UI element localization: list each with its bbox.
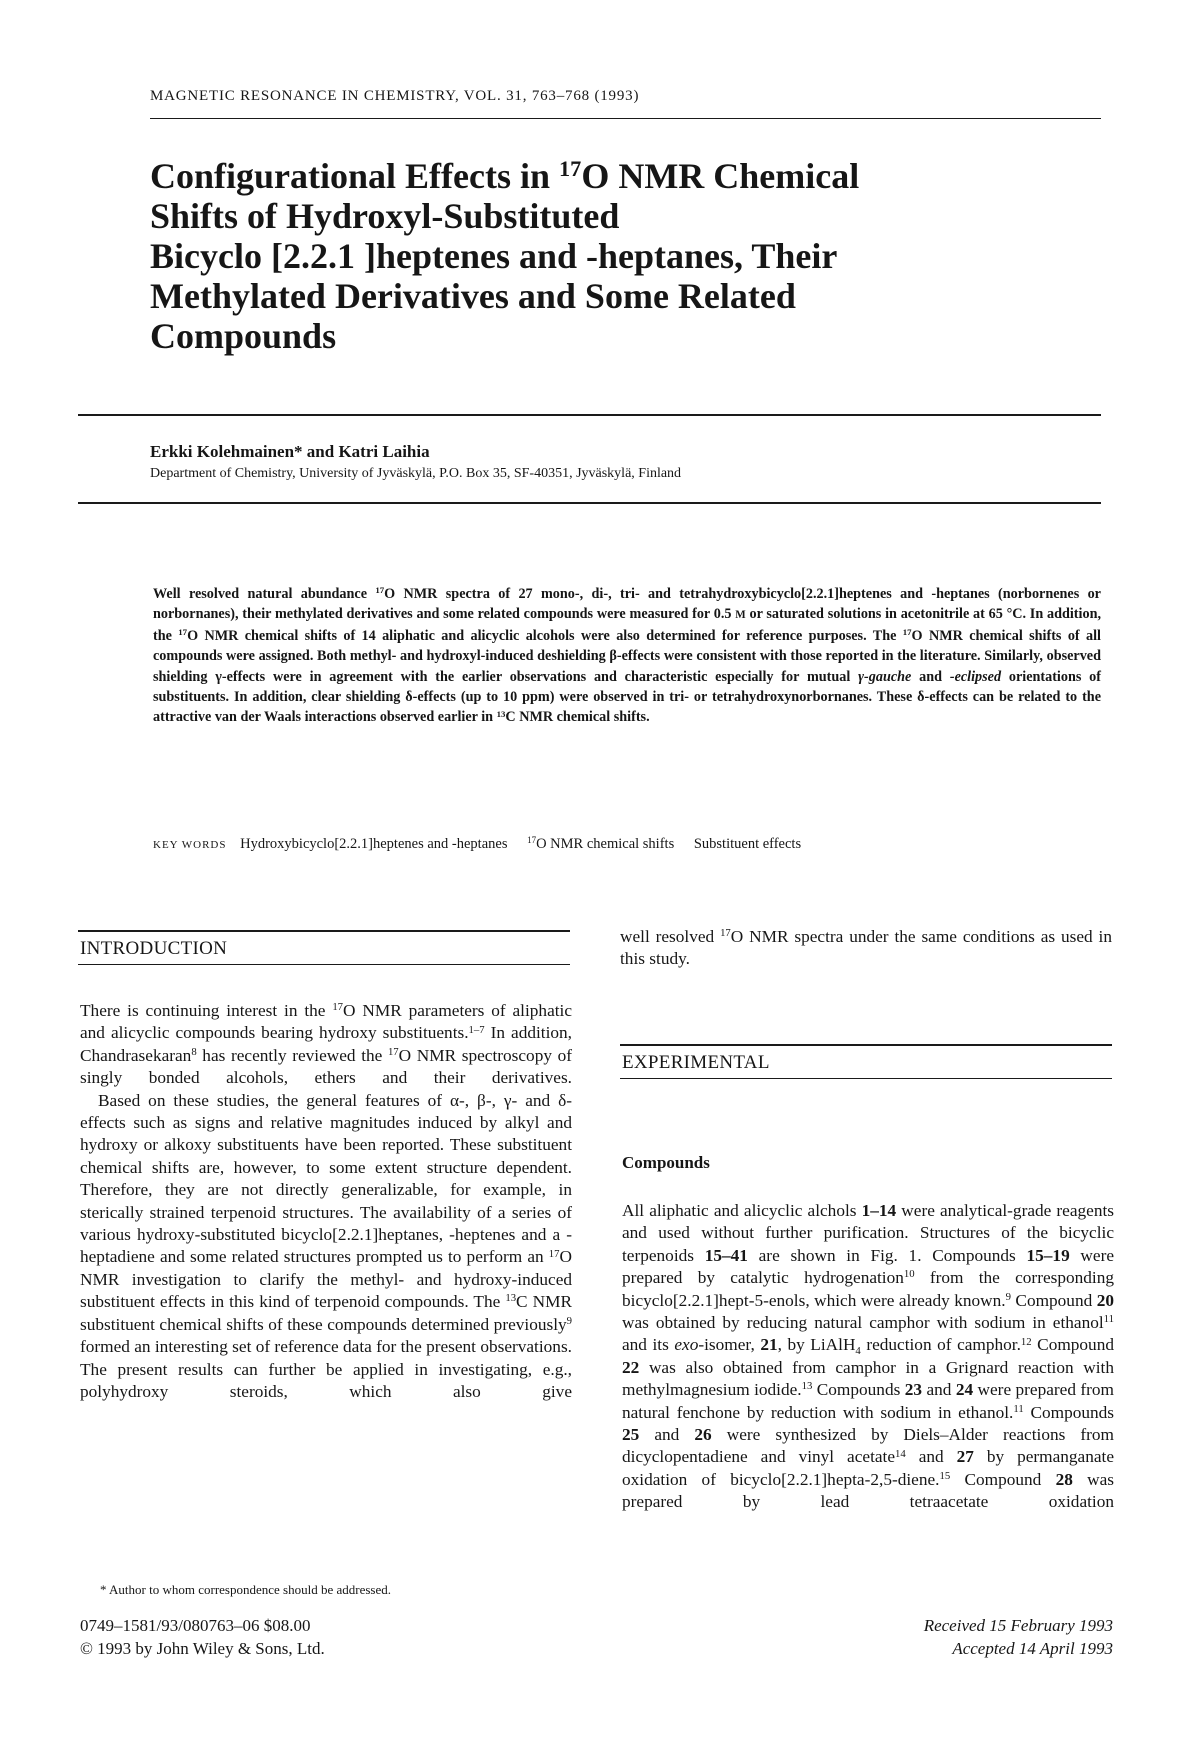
compounds-heading: Compounds	[622, 1153, 710, 1172]
author-footnote: * Author to whom correspondence should be addressed.	[100, 1582, 391, 1597]
experimental-heading: EXPERIMENTAL	[622, 1052, 770, 1073]
experimental-rule-top	[620, 1044, 1112, 1046]
intro-paragraph-2: Based on these studies, the general features of α-, β-, γ- and δ-effects such as signs and relative magnitudes induced by alkyl and hydroxy or alkoxy substituents have been reported. These substituent chemical shifts are, however, to some extent structure dependent. Therefore, they are not directly generalizable, for example, in sterically strained terpenoid structures. The availability of a series of various hydroxy-substituted bicyclo[2.2.1]heptanes, -heptenes and a -heptadiene and some related structures prompted us to perform an $^{17}$O NMR investigation to clarify the methyl- and hydroxy-induced substituent effects in this kind of terpenoid compounds. The $^{13}$C NMR substituent chemical shifts of these compounds determined previously$^9$ formed an interesting set of reference data for the present observations. The present results can further be applied in investigating, e.g., polyhydroxy steroids, which also give	[80, 1090, 572, 1401]
article-title: Configurational Effects in $^{17}$O NMR Chemical Shifts of Hydroxyl-Substituted Bicyclo [2.2.1 ]heptenes and -heptanes, Their Methylated Derivatives and Some Related Compounds	[150, 155, 860, 356]
introduction-continued: well resolved $^{17}$O NMR spectra under the same conditions as used in this study.	[620, 927, 1112, 969]
issn-code: 0749–1581/93/080763–06 $08.00	[80, 1616, 311, 1635]
keywords	[153, 836, 817, 853]
keywords-label: KEY WORDS	[153, 839, 227, 851]
compounds-text: All aliphatic and alicyclic alchols 1–14 were analytical-grade reagents and used without further purification. Structures of the bicyclic terpenoids 15–41 are shown in Fig. 1. Compounds 15–19 were prepared by catalytic hydrogenation$^{10}$ from the corresponding bicyclo[2.2.1]hept-5-enols, which were already known.$^9$ Compound 20 was obtained by reducing natural camphor with sodium in ethanol$^{11}$ and its exo-isomer, 21, by LiAlH$_4$ reduction of camphor.$^{12}$ Compound 22 was also obtained from camphor in a Grignard reaction with methylmagnesium iodide.$^{13}$ Compounds 23 and 24 were prepared from natural fenchone by reduction with sodium in ethanol.$^{11}$ Compounds 25 and 26 were synthesized by Diels–Alder reactions from dicyclopentadiene and vinyl acetate$^{14}$ and 27 by permanganate oxidation of bicyclo[2.2.1]hepta-2,5-diene.$^{15}$ Compound 28 was prepared by lead tetraacetate oxidation	[622, 1201, 1115, 1512]
title-rule	[78, 414, 1101, 416]
author-rule	[78, 502, 1101, 504]
header-rule	[150, 118, 1101, 119]
intro-rule-bottom	[78, 964, 570, 965]
accepted-date: Accepted 14 April 1993	[952, 1639, 1113, 1658]
intro-paragraph-1: There is continuing interest in the $^{17}$O NMR parameters of aliphatic and alicyclic compounds bearing hydroxy substituents.$^{1-7}$ In addition, Chandrasekaran$^8$ has recently reviewed the $^{17}$O NMR spectroscopy of singly bonded alcohols, ethers and their derivatives.	[80, 1001, 573, 1088]
keyword-3: Substituent effects	[693, 836, 802, 852]
keyword-1: Hydroxybicyclo[2.2.1]heptenes and -heptanes	[240, 836, 508, 852]
introduction-heading: INTRODUCTION	[80, 938, 228, 959]
authors: Erkki Kolehmainen* and Katri Laihia	[150, 442, 430, 461]
journal-header: MAGNETIC RESONANCE IN CHEMISTRY, VOL. 31, 763–768 (1993)	[150, 88, 640, 104]
received-date: Received 15 February 1993	[923, 1616, 1113, 1635]
keyword-2: $^{17}$O NMR chemical shifts	[527, 835, 675, 852]
abstract: Well resolved natural abundance $^{17}$O NMR spectra of 27 mono-, di-, tri- and tetrahydroxybicyclo[2.2.1]heptenes and -heptanes (norbornenes or norbornanes), their methylated derivatives and some related compounds were measured for 0.5 M or saturated solutions in acetonitrile at 65 °C. In addition, the $^{17}$O NMR chemical shifts of 14 aliphatic and alicyclic alcohols were also determined for reference purposes. The $^{17}$O NMR chemical shifts of all compounds were assigned. Both methyl- and hydroxyl-induced deshielding β-effects were consistent with those reported in the literature. Similarly, observed shielding γ-effects were in agreement with the earlier observations and characteristic especially for mutual γ-gauche and -eclipsed orientations of substituents. In addition, clear shielding δ-effects (up to 10 ppm) were observed in tri- or tetrahydroxynorbornanes. These δ-effects can be related to the attractive van der Waals interactions observed earlier in $^{13}$C NMR chemical shifts.	[153, 585, 1102, 726]
experimental-rule-bottom	[620, 1078, 1112, 1079]
affiliation: Department of Chemistry, University of Jyväskylä, P.O. Box 35, SF-40351, Jyväskylä, Finland	[150, 466, 682, 481]
intro-rule-top	[78, 930, 570, 932]
introduction-text	[80, 1000, 572, 1403]
copyright: © 1993 by John Wiley & Sons, Ltd.	[80, 1639, 325, 1658]
